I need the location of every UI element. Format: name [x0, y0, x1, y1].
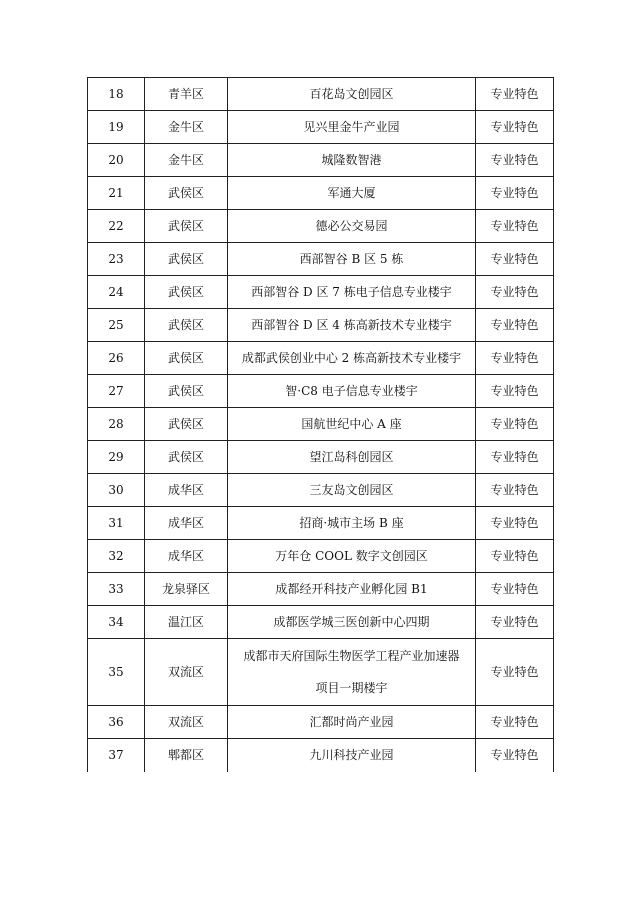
park-name-cell: 德必公交易园 — [228, 210, 476, 243]
row-number: 27 — [88, 375, 145, 408]
row-number: 24 — [88, 276, 145, 309]
park-name-cell: 智·C8 电子信息专业楼宇 — [228, 375, 476, 408]
type-cell: 专业特色 — [476, 78, 554, 111]
table-row — [88, 78, 554, 111]
row-number: 25 — [88, 309, 145, 342]
row-number: 19 — [88, 111, 145, 144]
district-cell: 金牛区 — [145, 144, 228, 177]
park-name-cell: 成都经开科技产业孵化园 B1 — [228, 573, 476, 606]
table-row — [88, 210, 554, 243]
park-name-cell: 望江岛科创园区 — [228, 441, 476, 474]
table-row — [88, 177, 554, 210]
table-row — [88, 706, 554, 739]
park-name-cell: 成都医学城三医创新中心四期 — [228, 606, 476, 639]
type-cell: 专业特色 — [476, 210, 554, 243]
table-row — [88, 276, 554, 309]
district-cell: 成华区 — [145, 474, 228, 507]
table-row — [88, 144, 554, 177]
row-number: 18 — [88, 78, 145, 111]
row-number: 34 — [88, 606, 145, 639]
district-cell: 龙泉驿区 — [145, 573, 228, 606]
park-name-cell: 汇都时尚产业园 — [228, 706, 476, 739]
parks-table — [87, 77, 554, 772]
park-name-cell: 军通大厦 — [228, 177, 476, 210]
type-cell: 专业特色 — [476, 342, 554, 375]
park-name-cell: 城隆数智港 — [228, 144, 476, 177]
district-cell: 金牛区 — [145, 111, 228, 144]
row-number: 36 — [88, 706, 145, 739]
row-number: 29 — [88, 441, 145, 474]
table-row — [88, 606, 554, 639]
row-number: 31 — [88, 507, 145, 540]
district-cell: 双流区 — [145, 706, 228, 739]
type-cell: 专业特色 — [476, 639, 554, 706]
park-name-cell: 西部智谷 B 区 5 栋 — [228, 243, 476, 276]
table-row — [88, 739, 554, 772]
district-cell: 武侯区 — [145, 342, 228, 375]
row-number: 20 — [88, 144, 145, 177]
park-name-cell: 西部智谷 D 区 4 栋高新技术专业楼宇 — [228, 309, 476, 342]
table-row — [88, 474, 554, 507]
park-name-line: 项目一期楼宇 — [315, 681, 388, 695]
table-row — [88, 375, 554, 408]
type-cell: 专业特色 — [476, 706, 554, 739]
district-cell: 郫都区 — [145, 739, 228, 772]
district-cell: 武侯区 — [145, 309, 228, 342]
row-number: 28 — [88, 408, 145, 441]
type-cell: 专业特色 — [476, 243, 554, 276]
park-name-cell: 九川科技产业园 — [228, 739, 476, 772]
row-number: 21 — [88, 177, 145, 210]
type-cell: 专业特色 — [476, 408, 554, 441]
type-cell: 专业特色 — [476, 606, 554, 639]
table-row — [88, 309, 554, 342]
table-row — [88, 540, 554, 573]
table-row — [88, 639, 554, 706]
district-cell: 武侯区 — [145, 276, 228, 309]
park-name-cell: 西部智谷 D 区 7 栋电子信息专业楼宇 — [228, 276, 476, 309]
type-cell: 专业特色 — [476, 276, 554, 309]
row-number: 33 — [88, 573, 145, 606]
district-cell: 武侯区 — [145, 243, 228, 276]
type-cell: 专业特色 — [476, 309, 554, 342]
district-cell: 武侯区 — [145, 441, 228, 474]
row-number: 30 — [88, 474, 145, 507]
type-cell: 专业特色 — [476, 739, 554, 772]
park-name-cell: 成都武侯创业中心 2 栋高新技术专业楼宇 — [228, 342, 476, 375]
type-cell: 专业特色 — [476, 111, 554, 144]
district-cell: 武侯区 — [145, 210, 228, 243]
row-number: 26 — [88, 342, 145, 375]
park-name-cell: 百花岛文创园区 — [228, 78, 476, 111]
district-cell: 武侯区 — [145, 408, 228, 441]
park-name-cell: 三友岛文创园区 — [228, 474, 476, 507]
park-name-cell: 万年仓 COOL 数字文创园区 — [228, 540, 476, 573]
type-cell: 专业特色 — [476, 507, 554, 540]
table-row — [88, 111, 554, 144]
district-cell: 青羊区 — [145, 78, 228, 111]
park-name-cell: 招商·城市主场 B 座 — [228, 507, 476, 540]
table-body — [88, 78, 554, 772]
type-cell: 专业特色 — [476, 474, 554, 507]
type-cell: 专业特色 — [476, 375, 554, 408]
district-cell: 成华区 — [145, 507, 228, 540]
type-cell: 专业特色 — [476, 573, 554, 606]
park-name-cell — [228, 639, 476, 706]
district-cell: 双流区 — [145, 639, 228, 706]
table-row — [88, 243, 554, 276]
table-row — [88, 441, 554, 474]
row-number: 37 — [88, 739, 145, 772]
row-number: 35 — [88, 639, 145, 706]
table-row — [88, 342, 554, 375]
table-row — [88, 507, 554, 540]
row-number: 23 — [88, 243, 145, 276]
type-cell: 专业特色 — [476, 177, 554, 210]
district-cell: 成华区 — [145, 540, 228, 573]
park-name-cell: 见兴里金牛产业园 — [228, 111, 476, 144]
row-number: 32 — [88, 540, 145, 573]
table-row — [88, 573, 554, 606]
park-name-cell: 国航世纪中心 A 座 — [228, 408, 476, 441]
district-cell: 武侯区 — [145, 375, 228, 408]
type-cell: 专业特色 — [476, 441, 554, 474]
park-name-line: 成都市天府国际生物医学工程产业加速器 — [243, 649, 460, 663]
district-cell: 武侯区 — [145, 177, 228, 210]
row-number: 22 — [88, 210, 145, 243]
table-row — [88, 408, 554, 441]
district-cell: 温江区 — [145, 606, 228, 639]
type-cell: 专业特色 — [476, 144, 554, 177]
type-cell: 专业特色 — [476, 540, 554, 573]
